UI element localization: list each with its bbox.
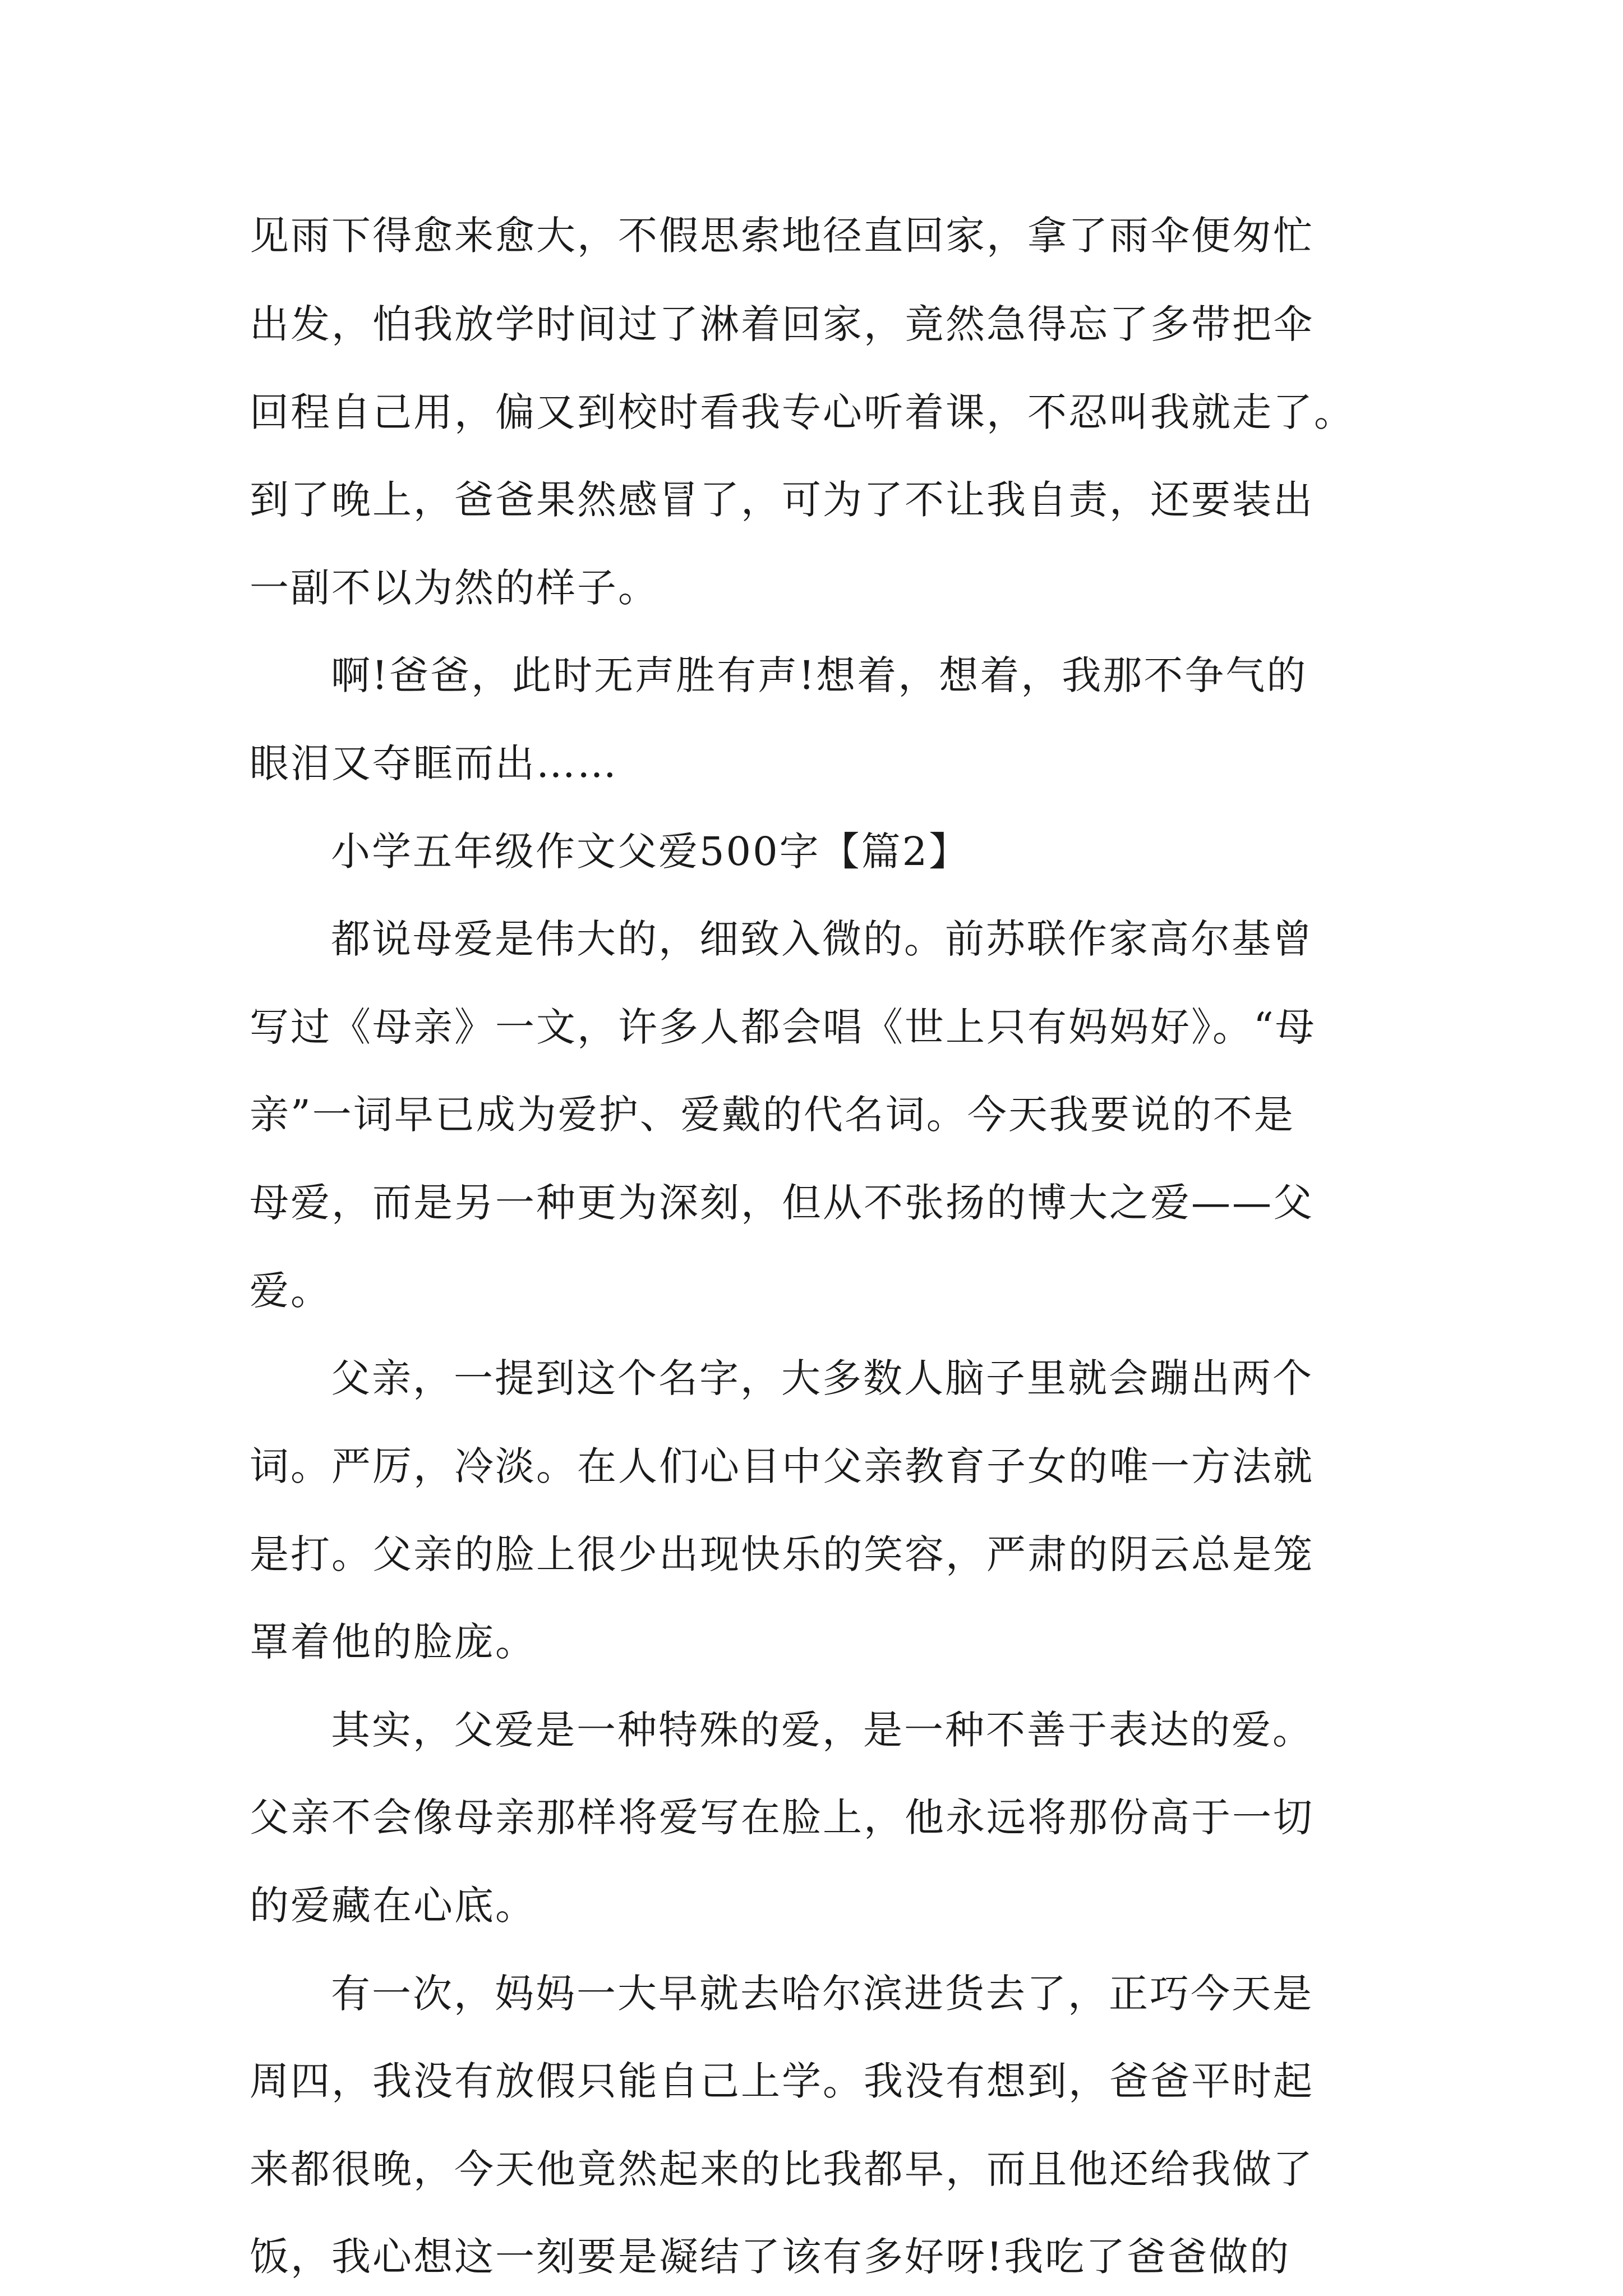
text-line: 爱。	[250, 1268, 331, 1314]
text-line: 有一次，妈妈一大早就去哈尔滨进货去了，正巧今天是	[331, 1971, 1313, 2017]
text-line: 出发，怕我放学时间过了淋着回家，竟然急得忘了多带把伞	[250, 301, 1314, 347]
text-line: 见雨下得愈来愈大，不假思索地径直回家，拿了雨伞便匆忙	[250, 213, 1314, 259]
text-line: 词。严厉，冷淡。在人们心目中父亲教育子女的唯一方法就	[250, 1443, 1314, 1489]
text-line: 周四，我没有放假只能自己上学。我没有想到，爸爸平时起	[250, 2058, 1314, 2104]
text-line: 饭，我心想这一刻要是凝结了该有多好呀!我吃了爸爸做的	[250, 2234, 1291, 2280]
text-line: 母爱，而是另一种更为深刻，但从不张扬的博大之爱——父	[250, 1180, 1314, 1226]
text-line: 眼泪又夺眶而出……	[250, 740, 618, 786]
text-line: 罩着他的脸庞。	[250, 1619, 536, 1665]
text-line: 的爱藏在心底。	[250, 1883, 536, 1929]
text-line: 其实，父爱是一种特殊的爱，是一种不善于表达的爱。	[331, 1707, 1313, 1753]
text-line: 回程自己用，偏又到校时看我专心听着课，不忍叫我就走了。	[250, 389, 1355, 435]
text-line: 父亲不会像母亲那样将爱写在脸上，他永远将那份高于一切	[250, 1795, 1314, 1841]
text-line: 写过《母亲》一文，许多人都会唱《世上只有妈妈好》。“母	[250, 1004, 1316, 1050]
section-heading: 小学五年级作文父爱500字【篇2】	[331, 829, 970, 875]
text-line: 啊!爸爸，此时无声胜有声!想着，想着，我那不争气的	[331, 652, 1308, 698]
text-line: 父亲，一提到这个名字，大多数人脑子里就会蹦出两个	[331, 1355, 1313, 1401]
text-line: 来都很晚，今天他竟然起来的比我都早，而且他还给我做了	[250, 2146, 1314, 2192]
text-line: 都说母爱是伟大的，细致入微的。前苏联作家高尔基曾	[331, 916, 1313, 962]
text-line: 到了晚上，爸爸果然感冒了，可为了不让我自责，还要装出	[250, 477, 1314, 523]
text-line: 一副不以为然的样子。	[250, 565, 659, 611]
text-line: 是打。父亲的脸上很少出现快乐的笑容，严肃的阴云总是笼	[250, 1531, 1314, 1577]
text-line: 亲”一词早已成为爱护、爱戴的代名词。今天我要说的不是	[250, 1092, 1295, 1138]
